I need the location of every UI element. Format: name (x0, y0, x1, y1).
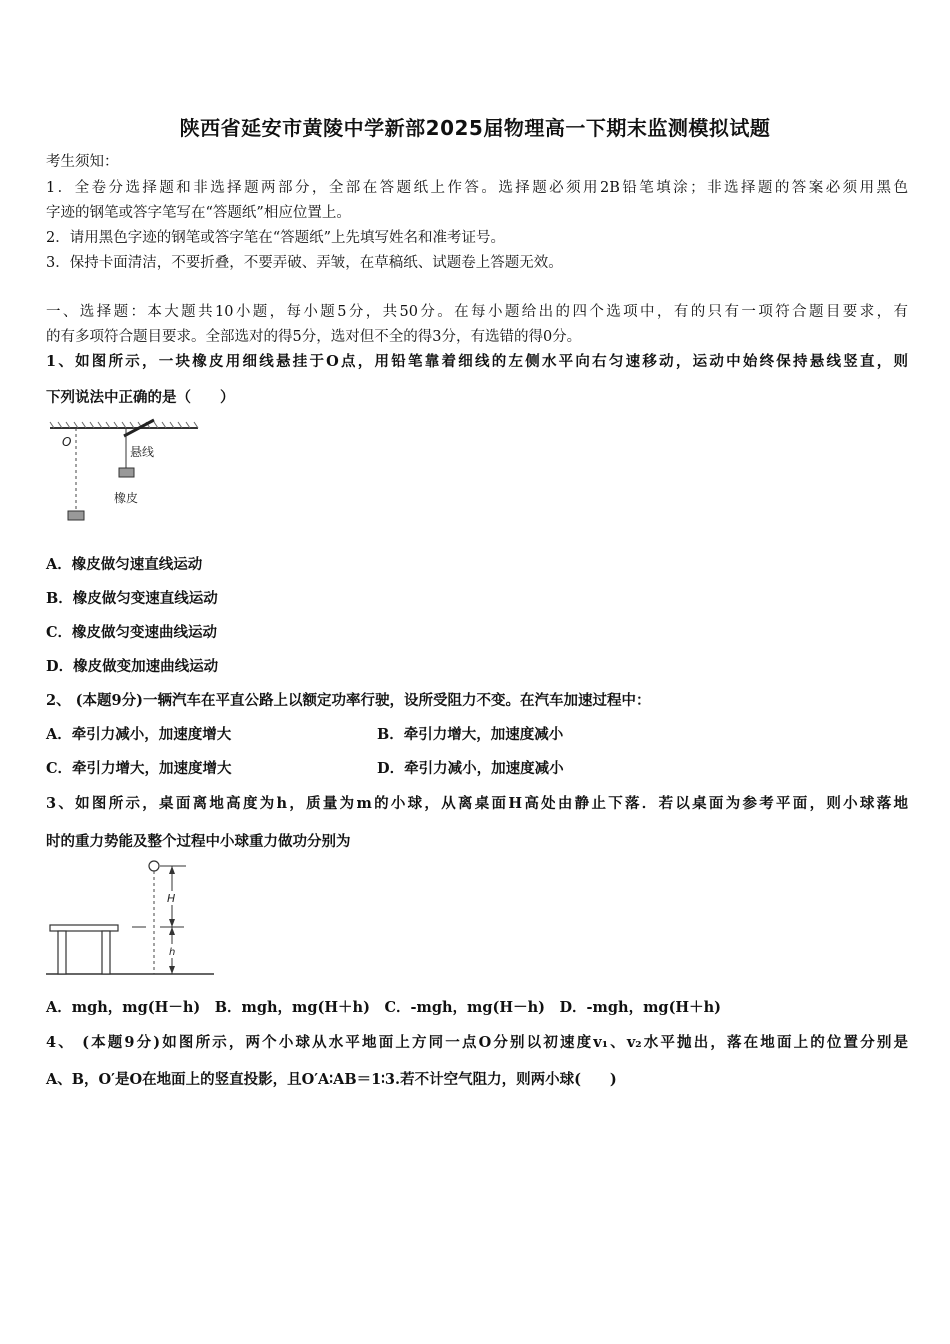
q4-stem-line-2: A、B，O′是O在地面上的竖直投影，且O′A∶AB＝1∶3.若不计空气阻力，则两小球( ) (46, 1071, 617, 1088)
q2-option-b: B．牵引力增大，加速度减小 (377, 726, 564, 743)
q1-option-d: D．橡皮做变加速曲线运动 (46, 658, 219, 675)
q3-stem-line-1: 3、如图所示，桌面离地高度为h，质量为m的小球，从离桌面H高处由静止下落．若以桌面为参考平面，则小球落地 (46, 795, 908, 812)
notice-item-2: 2．请用黑色字迹的钢笔或答字笔在“答题纸”上先填写姓名和准考证号。 (46, 230, 506, 246)
notice-item-1: 1．全卷分选择题和非选择题两部分，全部在答题纸上作答。选择题必须用2B铅笔填涂；非选择题的答案必须用黑色 (46, 180, 908, 196)
notice-item-3: 3．保持卡面清洁，不要折叠，不要弄破、弄皱，在草稿纸、试题卷上答题无效。 (46, 255, 563, 271)
page-title: 陕西省延安市黄陵中学新部2025届物理高一下期末监测模拟试题 (179, 116, 771, 140)
q2-option-c: C．牵引力增大，加速度增大 (46, 760, 232, 777)
notice-heading: 考生须知： (46, 154, 119, 170)
section-intro-line-2: 的有多项符合题目要求。全部选对的得5分，选对但不全的得3分，有选错的得0分。 (46, 329, 582, 345)
q2-option-d: D．牵引力减小，加速度减小 (377, 760, 564, 777)
q1-option-b: B．橡皮做匀变速直线运动 (46, 590, 218, 607)
q4-stem-line-1: 4、 (本题9分)如图所示，两个小球从水平地面上方同一点O分别以初速度v₁、v₂水平抛出，落在地面上的位置分别是 (46, 1034, 908, 1051)
q3-stem-line-2: 时的重力势能及整个过程中小球重力做功分别为 (46, 833, 351, 850)
notice-item-1-cont: 字迹的钢笔或答字笔写在“答题纸”相应位置上。 (46, 205, 351, 221)
q1-option-c: C．橡皮做匀变速曲线运动 (46, 624, 218, 641)
q3-options: A．mgh，mg(H－h) B．mgh，mg(H＋h) C．-mgh，mg(H－h) D．-mgh，mg(H＋h) (46, 999, 722, 1016)
q1-option-a: A．橡皮做匀速直线运动 (46, 556, 203, 573)
string-label: 悬线 (130, 445, 155, 459)
q1-stem-line-1: 1、如图所示，一块橡皮用细线悬挂于O点，用铅笔靠着细线的左侧水平向右匀速移动，运动中始终保持悬线竖直，则 (46, 353, 908, 370)
q1-stem-line-2: 下列说法中正确的是（ ） (46, 389, 235, 406)
eraser-label: 橡皮 (114, 491, 139, 505)
q2-option-a: A．牵引力减小，加速度增大 (46, 726, 232, 743)
q1-figure (46, 416, 216, 531)
q2-stem: 2、 (本题9分)一辆汽车在平直公路上以额定功率行驶，设所受阻力不变。在汽车加速过程中： (46, 692, 651, 709)
section-intro-line-1: 一、选择题：本大题共10小题，每小题5分，共50分。在每小题给出的四个选项中，有的只有一项符合题目要求，有 (46, 304, 908, 320)
height-small-h-label: h (169, 947, 176, 958)
q3-figure (44, 858, 219, 980)
point-o-label: O (62, 435, 72, 449)
height-big-h-label: H (167, 892, 176, 905)
